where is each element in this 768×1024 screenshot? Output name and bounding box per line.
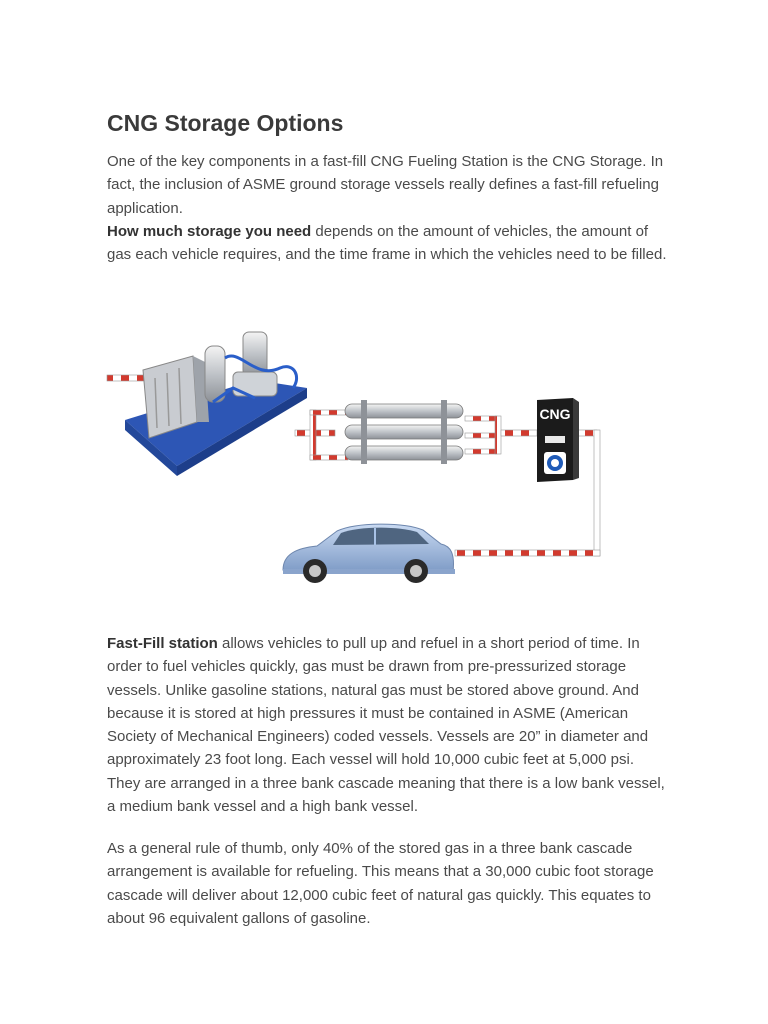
page-title: CNG Storage Options <box>107 110 344 136</box>
fast-fill-paragraph <box>107 632 667 818</box>
intro-text: One of the key components in a fast-fill CNG Fueling Station is the CNG Storage. In fact, the inclusion of ASME ground storage vessels really defines a fast-fill refueling application. <box>107 153 664 217</box>
storage-text: depends on the amount of vehicles, the amount of gas each vehicle requires, and the time frame in which the vehicles need to be filled. <box>107 222 667 264</box>
fast-fill-text: allows vehicles to pull up and refuel in a short period of time. In order to fuel vehicles quickly, gas must be drawn from pre-pressurized storage vessels. Unlike gasoline stations, natural gas must be stored above ground. And because it is stored at high pressures it must be contained in ASME (American Society of Mechanical Engineers) coded vessels. Vessels are 20” in diameter and approximately 23 foot long. Each vessel will hold 10,000 cubic feet at 5,000 psi. They are arranged in a three bank cascade meaning that there is a low bank vessel, a medium bank vessel and a high bank vessel. <box>107 635 665 816</box>
rule-of-thumb-paragraph: As a general rule of thumb, only 40% of the stored gas in a three bank cascade arrangement is available for refueling. This means that a 30,000 cubic foot storage cascade will deliver about 12,000 cubic feet of natural gas quickly. This equates to about 96 equivalent gallons of gasoline. <box>107 840 654 927</box>
intro-paragraph <box>107 150 667 266</box>
cng-dispenser-icon <box>537 398 579 482</box>
compressor-skid-icon <box>125 332 307 476</box>
storage-lead: How much storage you need <box>107 222 312 240</box>
fast-fill-lead: Fast-Fill station <box>107 635 218 652</box>
storage-vessels-icon <box>345 400 463 464</box>
dispenser-label: CNG <box>539 406 571 422</box>
car-icon <box>283 524 455 583</box>
cng-station-diagram <box>105 318 605 598</box>
